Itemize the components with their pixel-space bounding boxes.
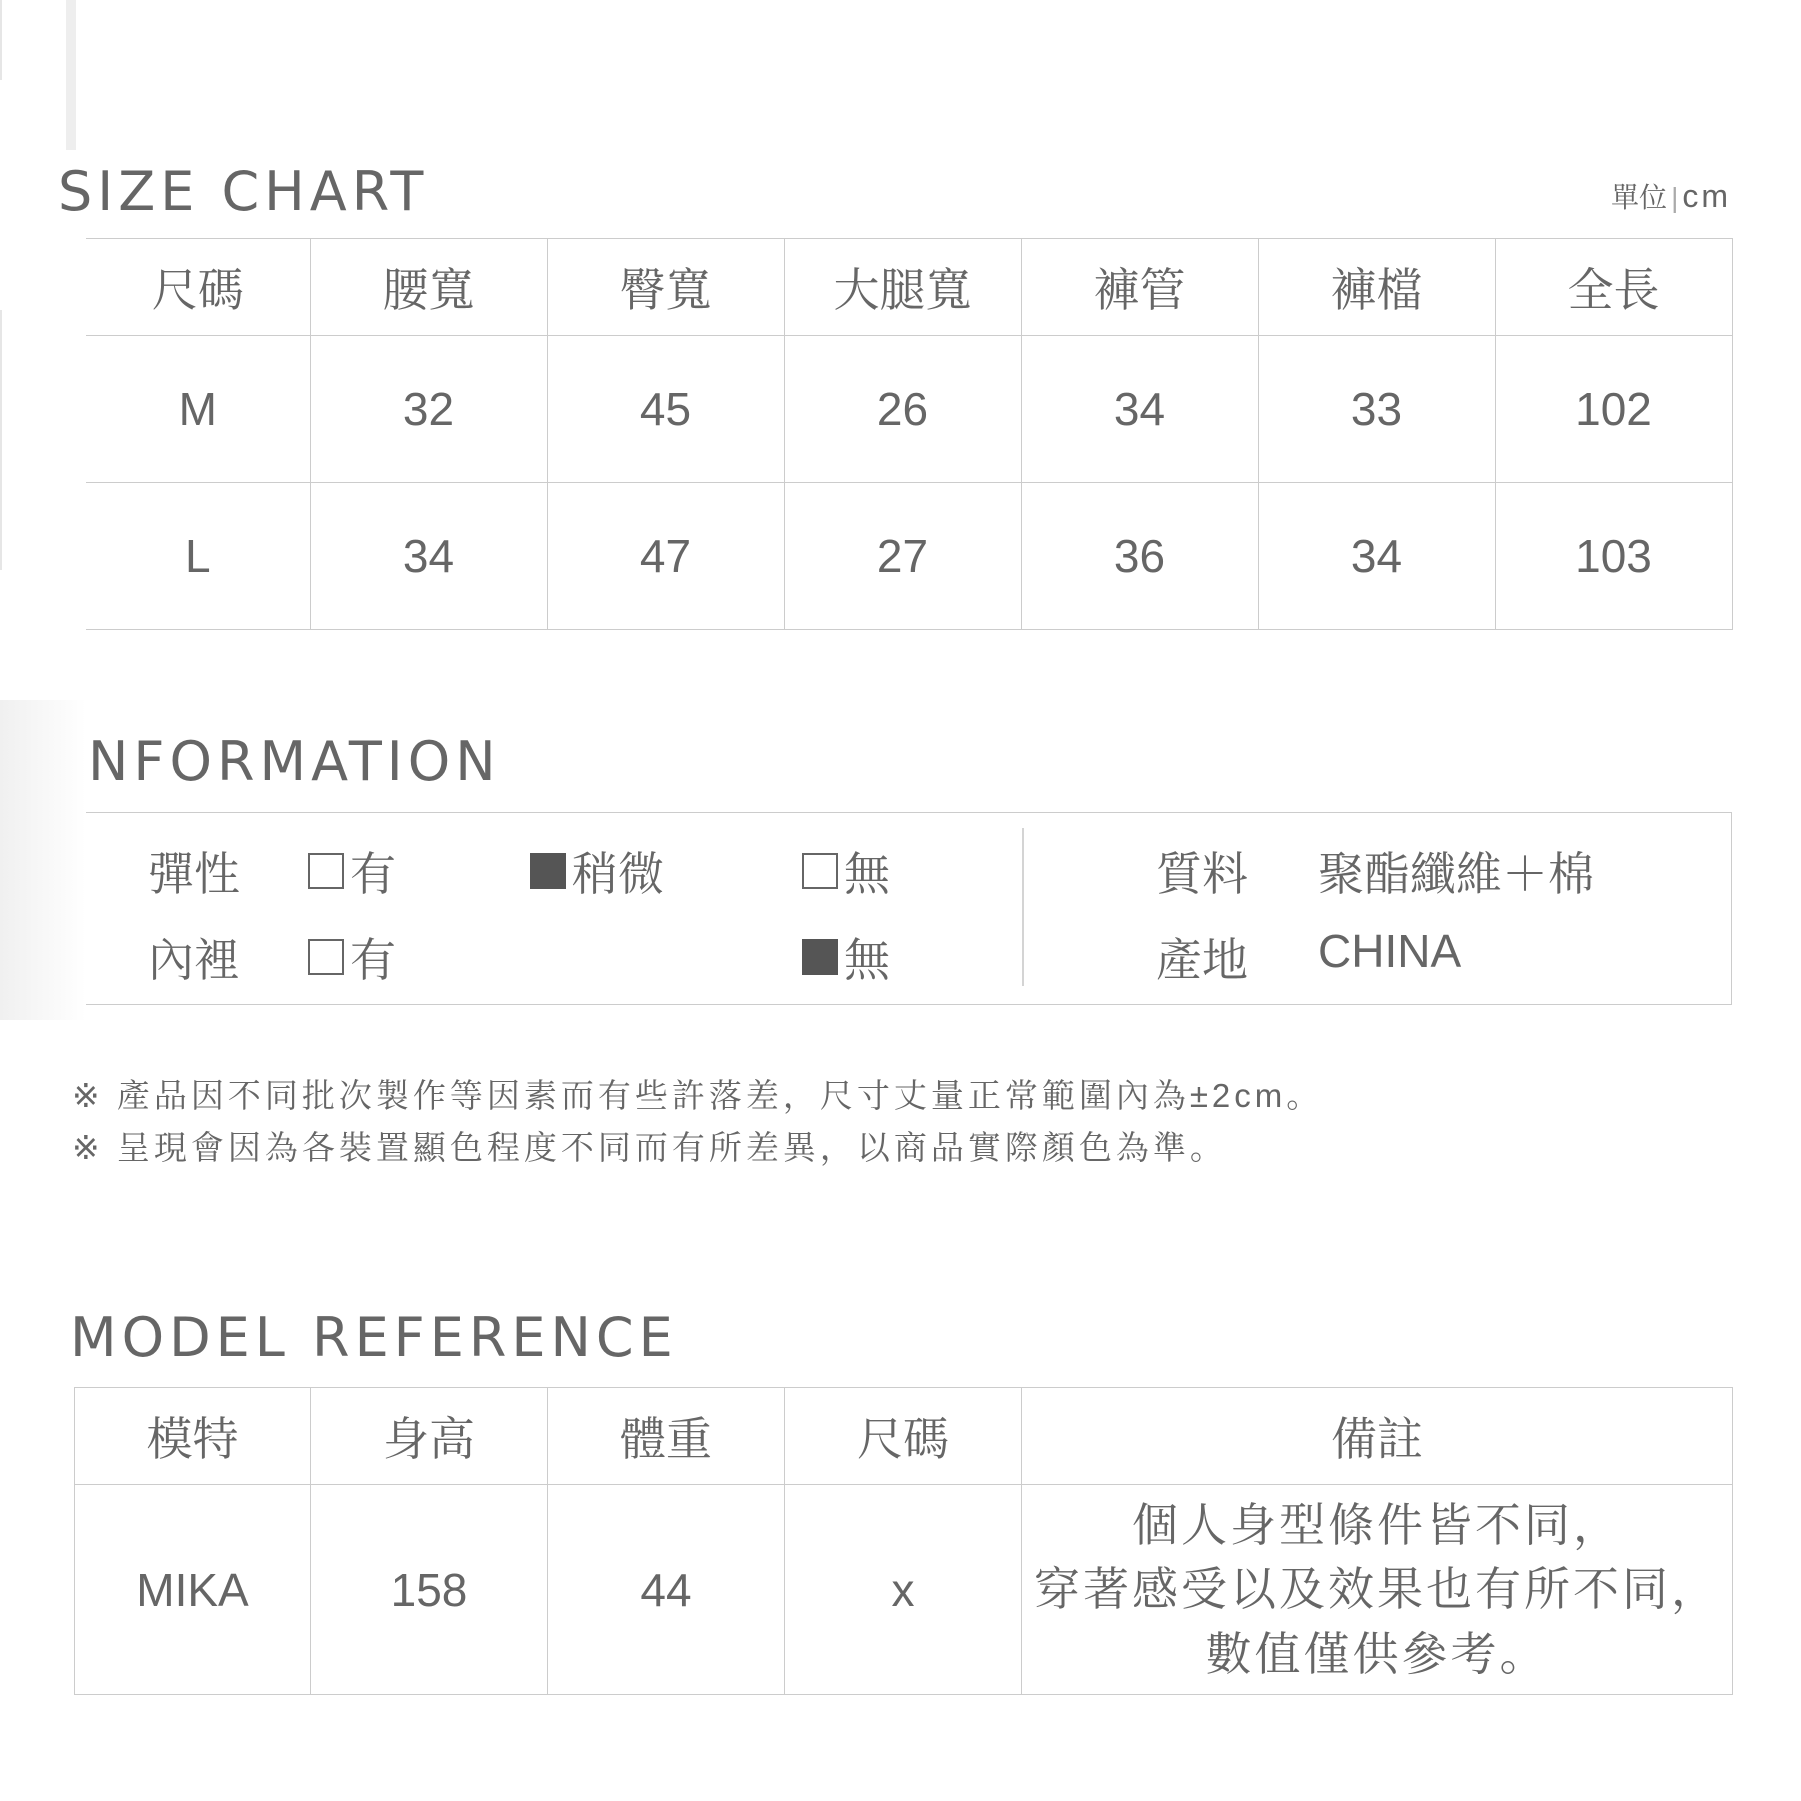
table-row: [75, 1485, 1733, 1695]
table-cell: 47: [547, 483, 784, 630]
checkbox-icon: [308, 939, 344, 975]
model-reference-table: [74, 1387, 1733, 1695]
header-cell: 模特: [75, 1388, 311, 1485]
material-value: 聚酯纖維＋棉: [1318, 848, 1594, 900]
model-size: x: [785, 1485, 1022, 1695]
table-header-row: [86, 239, 1732, 336]
model-name: MIKA: [75, 1485, 311, 1695]
header-cell: 備註: [1022, 1388, 1733, 1485]
option-label: 無: [844, 848, 890, 900]
table-cell: 34: [310, 483, 547, 630]
header-cell: 腰寬: [310, 239, 547, 336]
header-cell: 身高: [311, 1388, 548, 1485]
note-line: ※ 呈現會因為各裝置顯色程度不同而有所差異，以商品實際顏色為準。: [72, 1129, 1227, 1166]
table-cell: 32: [310, 336, 547, 483]
information-divider: [1022, 828, 1024, 986]
option-label: 稍微: [572, 848, 664, 900]
left-edge-shadow: [0, 700, 86, 1020]
model-weight: 44: [548, 1485, 785, 1695]
table-cell: 36: [1021, 483, 1258, 630]
header-cell: 褲管: [1021, 239, 1258, 336]
table-cell: 103: [1495, 483, 1732, 630]
elasticity-option-no: [802, 838, 890, 904]
elasticity-label: 彈性: [148, 848, 240, 900]
remark-line: 數值僅供參考。: [1205, 1627, 1549, 1680]
table-cell: 102: [1495, 336, 1732, 483]
size-chart-table: [86, 238, 1733, 630]
header-cell: 體重: [548, 1388, 785, 1485]
lining-option-yes: [308, 924, 396, 990]
option-label: 有: [350, 848, 396, 900]
checkbox-icon: [308, 853, 344, 889]
table-cell: L: [86, 483, 310, 630]
header-cell: 褲檔: [1258, 239, 1495, 336]
header-cell: 大腿寬: [784, 239, 1021, 336]
size-chart-title: SIZE CHART: [58, 160, 429, 223]
unit-value: cm: [1682, 178, 1731, 214]
checkbox-icon: [530, 853, 566, 889]
table-cell: 34: [1021, 336, 1258, 483]
table-row: [86, 336, 1732, 483]
information-title: NFORMATION: [88, 730, 501, 793]
header-cell: 臀寬: [547, 239, 784, 336]
left-edge-line: [0, 310, 2, 570]
left-edge-bar: [66, 0, 76, 150]
material-label: 質料: [1156, 848, 1248, 900]
origin-value: CHINA: [1318, 925, 1462, 977]
lining-option-no: [802, 924, 890, 990]
model-reference-title: MODEL REFERENCE: [70, 1306, 678, 1369]
origin-label: 產地: [1156, 934, 1248, 986]
table-cell: 45: [547, 336, 784, 483]
table-row: [86, 483, 1732, 630]
table-cell: 27: [784, 483, 1021, 630]
note-line: ※ 產品因不同批次製作等因素而有些許落差，尺寸丈量正常範圍內為±2cm。: [72, 1077, 1324, 1114]
unit-separator: |: [1671, 182, 1679, 213]
left-edge-line: [0, 0, 2, 80]
checkbox-icon: [802, 853, 838, 889]
option-label: 有: [350, 934, 396, 986]
elasticity-option-slight: [530, 838, 664, 904]
model-remark: [1022, 1485, 1733, 1695]
table-cell: 33: [1258, 336, 1495, 483]
table-cell: 34: [1258, 483, 1495, 630]
remark-line: 個人身型條件皆不同，: [1132, 1498, 1622, 1551]
unit-label: 單位: [1611, 182, 1668, 213]
table-header-row: [75, 1388, 1733, 1485]
table-cell: M: [86, 336, 310, 483]
header-cell: 尺碼: [86, 239, 310, 336]
remark-line: 穿著感受以及效果也有所不同，: [1034, 1563, 1720, 1616]
option-label: 無: [844, 934, 890, 986]
elasticity-option-yes: [308, 838, 396, 904]
checkbox-icon: [802, 939, 838, 975]
table-cell: 26: [784, 336, 1021, 483]
unit-indicator: [1611, 176, 1731, 216]
lining-label: 內裡: [148, 934, 240, 986]
model-height: 158: [311, 1485, 548, 1695]
header-cell: 尺碼: [785, 1388, 1022, 1485]
header-cell: 全長: [1495, 239, 1732, 336]
